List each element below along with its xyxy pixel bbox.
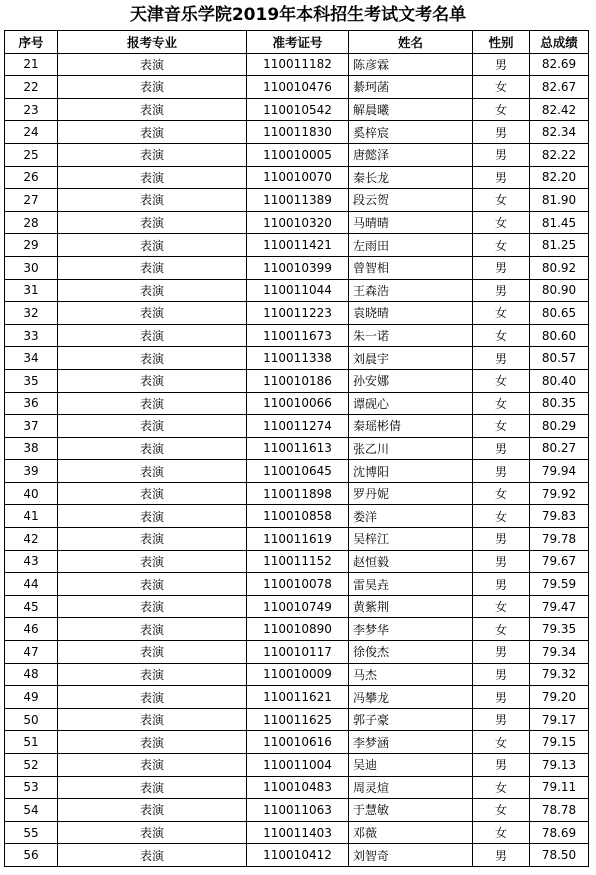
cell-total-score: 79.59: [530, 573, 589, 596]
cell-name: 袁晓晴: [349, 302, 473, 325]
cell-gender: 女: [473, 505, 530, 528]
cell-total-score: 79.83: [530, 505, 589, 528]
cell-exam-id: 110010542: [247, 98, 349, 121]
cell-gender: 男: [473, 663, 530, 686]
table-row: [5, 686, 589, 709]
cell-gender: 男: [473, 528, 530, 551]
cell-name: 邓薇: [349, 821, 473, 844]
cell-total-score: 78.69: [530, 821, 589, 844]
cell-gender: 男: [473, 279, 530, 302]
cell-gender: 男: [473, 347, 530, 370]
cell-exam-id: 110011625: [247, 708, 349, 731]
cell-total-score: 80.57: [530, 347, 589, 370]
header-major: 报考专业: [58, 31, 247, 54]
table-row: [5, 166, 589, 189]
cell-total-score: 79.13: [530, 754, 589, 777]
cell-name: 刘晨宇: [349, 347, 473, 370]
cell-name: 马晴晴: [349, 211, 473, 234]
cell-index: 34: [5, 347, 58, 370]
cell-gender: 女: [473, 189, 530, 212]
cell-major: 表演: [58, 302, 247, 325]
cell-index: 50: [5, 708, 58, 731]
cell-gender: 男: [473, 641, 530, 664]
cell-total-score: 79.17: [530, 708, 589, 731]
cell-index: 48: [5, 663, 58, 686]
cell-gender: 男: [473, 437, 530, 460]
cell-index: 37: [5, 415, 58, 438]
cell-name: 李梦华: [349, 618, 473, 641]
cell-gender: 男: [473, 844, 530, 867]
cell-major: 表演: [58, 189, 247, 212]
cell-index: 41: [5, 505, 58, 528]
cell-major: 表演: [58, 708, 247, 731]
cell-gender: 女: [473, 776, 530, 799]
cell-total-score: 81.25: [530, 234, 589, 257]
cell-index: 35: [5, 369, 58, 392]
table-row: [5, 528, 589, 551]
cell-major: 表演: [58, 324, 247, 347]
cell-index: 25: [5, 143, 58, 166]
cell-index: 49: [5, 686, 58, 709]
cell-total-score: 79.35: [530, 618, 589, 641]
cell-exam-id: 110011338: [247, 347, 349, 370]
cell-index: 38: [5, 437, 58, 460]
cell-exam-id: 110011619: [247, 528, 349, 551]
cell-index: 24: [5, 121, 58, 144]
cell-gender: 男: [473, 754, 530, 777]
cell-index: 29: [5, 234, 58, 257]
cell-major: 表演: [58, 460, 247, 483]
cell-major: 表演: [58, 234, 247, 257]
table-row: [5, 505, 589, 528]
cell-gender: 女: [473, 731, 530, 754]
cell-index: 39: [5, 460, 58, 483]
cell-exam-id: 110011673: [247, 324, 349, 347]
cell-exam-id: 110010399: [247, 256, 349, 279]
cell-major: 表演: [58, 437, 247, 460]
cell-name: 王森浩: [349, 279, 473, 302]
cell-name: 綦珂菡: [349, 76, 473, 99]
cell-exam-id: 110010005: [247, 143, 349, 166]
cell-exam-id: 110011613: [247, 437, 349, 460]
cell-exam-id: 110010117: [247, 641, 349, 664]
cell-gender: 男: [473, 53, 530, 76]
cell-index: 43: [5, 550, 58, 573]
table-row: [5, 618, 589, 641]
cell-major: 表演: [58, 347, 247, 370]
cell-name: 左雨田: [349, 234, 473, 257]
cell-index: 28: [5, 211, 58, 234]
cell-major: 表演: [58, 76, 247, 99]
cell-gender: 女: [473, 98, 530, 121]
cell-total-score: 81.45: [530, 211, 589, 234]
cell-exam-id: 110011152: [247, 550, 349, 573]
cell-gender: 男: [473, 460, 530, 483]
cell-exam-id: 110010890: [247, 618, 349, 641]
cell-name: 徐俊杰: [349, 641, 473, 664]
cell-index: 44: [5, 573, 58, 596]
cell-name: 马杰: [349, 663, 473, 686]
cell-gender: 女: [473, 324, 530, 347]
cell-gender: 女: [473, 618, 530, 641]
cell-name: 娄洋: [349, 505, 473, 528]
table-row: [5, 482, 589, 505]
cell-major: 表演: [58, 528, 247, 551]
cell-major: 表演: [58, 166, 247, 189]
cell-total-score: 82.22: [530, 143, 589, 166]
cell-exam-id: 110010320: [247, 211, 349, 234]
cell-index: 22: [5, 76, 58, 99]
table-row: [5, 234, 589, 257]
cell-index: 46: [5, 618, 58, 641]
cell-total-score: 82.67: [530, 76, 589, 99]
cell-name: 罗丹妮: [349, 482, 473, 505]
cell-name: 赵恒毅: [349, 550, 473, 573]
cell-index: 54: [5, 799, 58, 822]
cell-total-score: 80.40: [530, 369, 589, 392]
cell-total-score: 80.27: [530, 437, 589, 460]
cell-exam-id: 110011274: [247, 415, 349, 438]
table-row: [5, 437, 589, 460]
cell-major: 表演: [58, 754, 247, 777]
table-header-row: [5, 31, 589, 54]
cell-index: 42: [5, 528, 58, 551]
table-row: [5, 369, 589, 392]
cell-total-score: 82.34: [530, 121, 589, 144]
table-row: [5, 708, 589, 731]
cell-index: 45: [5, 595, 58, 618]
cell-gender: 男: [473, 256, 530, 279]
cell-name: 周灵煊: [349, 776, 473, 799]
table-row: [5, 663, 589, 686]
cell-major: 表演: [58, 641, 247, 664]
score-table: [4, 30, 589, 867]
cell-exam-id: 110010616: [247, 731, 349, 754]
cell-index: 31: [5, 279, 58, 302]
cell-total-score: 82.42: [530, 98, 589, 121]
cell-total-score: 82.20: [530, 166, 589, 189]
cell-gender: 女: [473, 392, 530, 415]
cell-gender: 女: [473, 821, 530, 844]
cell-name: 奚梓宸: [349, 121, 473, 144]
cell-major: 表演: [58, 279, 247, 302]
cell-exam-id: 110011389: [247, 189, 349, 212]
cell-name: 雷昊垚: [349, 573, 473, 596]
cell-index: 26: [5, 166, 58, 189]
cell-major: 表演: [58, 686, 247, 709]
cell-total-score: 79.11: [530, 776, 589, 799]
table-row: [5, 641, 589, 664]
cell-exam-id: 110010749: [247, 595, 349, 618]
cell-major: 表演: [58, 595, 247, 618]
cell-major: 表演: [58, 618, 247, 641]
table-row: [5, 121, 589, 144]
cell-gender: 男: [473, 166, 530, 189]
table-row: [5, 844, 589, 867]
cell-major: 表演: [58, 663, 247, 686]
cell-name: 陈彦霖: [349, 53, 473, 76]
cell-major: 表演: [58, 369, 247, 392]
table-row: [5, 189, 589, 212]
cell-total-score: 82.69: [530, 53, 589, 76]
cell-index: 53: [5, 776, 58, 799]
cell-exam-id: 110010009: [247, 663, 349, 686]
header-total-score: 总成绩: [530, 31, 589, 54]
cell-index: 40: [5, 482, 58, 505]
table-row: [5, 392, 589, 415]
cell-name: 吴梓江: [349, 528, 473, 551]
cell-exam-id: 110011830: [247, 121, 349, 144]
cell-exam-id: 110011004: [247, 754, 349, 777]
cell-major: 表演: [58, 776, 247, 799]
cell-name: 秦瑶彬倩: [349, 415, 473, 438]
table-row: [5, 347, 589, 370]
cell-major: 表演: [58, 573, 247, 596]
page-title: 天津音乐学院2019年本科招生考试文考名单: [129, 5, 467, 25]
cell-exam-id: 110011063: [247, 799, 349, 822]
cell-total-score: 78.50: [530, 844, 589, 867]
cell-total-score: 80.92: [530, 256, 589, 279]
cell-total-score: 80.35: [530, 392, 589, 415]
table-row: [5, 211, 589, 234]
header-name: 姓名: [349, 31, 473, 54]
cell-index: 56: [5, 844, 58, 867]
cell-index: 47: [5, 641, 58, 664]
cell-exam-id: 110011421: [247, 234, 349, 257]
table-row: [5, 76, 589, 99]
cell-gender: 女: [473, 799, 530, 822]
cell-index: 51: [5, 731, 58, 754]
cell-name: 于慧敏: [349, 799, 473, 822]
table-row: [5, 302, 589, 325]
cell-exam-id: 110010070: [247, 166, 349, 189]
cell-major: 表演: [58, 821, 247, 844]
cell-total-score: 78.78: [530, 799, 589, 822]
cell-name: 段云贺: [349, 189, 473, 212]
cell-exam-id: 110010078: [247, 573, 349, 596]
table-row: [5, 460, 589, 483]
cell-index: 33: [5, 324, 58, 347]
cell-exam-id: 110011898: [247, 482, 349, 505]
table-row: [5, 821, 589, 844]
cell-major: 表演: [58, 211, 247, 234]
cell-major: 表演: [58, 121, 247, 144]
cell-gender: 女: [473, 234, 530, 257]
cell-exam-id: 110010858: [247, 505, 349, 528]
cell-index: 55: [5, 821, 58, 844]
cell-major: 表演: [58, 415, 247, 438]
cell-total-score: 79.78: [530, 528, 589, 551]
cell-index: 21: [5, 53, 58, 76]
cell-exam-id: 110011403: [247, 821, 349, 844]
cell-gender: 女: [473, 415, 530, 438]
cell-exam-id: 110011044: [247, 279, 349, 302]
table-row: [5, 776, 589, 799]
table-row: [5, 550, 589, 573]
header-index: 序号: [5, 31, 58, 54]
cell-index: 30: [5, 256, 58, 279]
cell-name: 唐懿泽: [349, 143, 473, 166]
table-row: [5, 754, 589, 777]
cell-name: 冯攀龙: [349, 686, 473, 709]
cell-name: 谭砚心: [349, 392, 473, 415]
cell-total-score: 81.90: [530, 189, 589, 212]
cell-major: 表演: [58, 98, 247, 121]
cell-name: 郭子豪: [349, 708, 473, 731]
cell-total-score: 79.94: [530, 460, 589, 483]
cell-gender: 女: [473, 369, 530, 392]
cell-name: 刘智奇: [349, 844, 473, 867]
cell-gender: 女: [473, 302, 530, 325]
table-row: [5, 324, 589, 347]
cell-major: 表演: [58, 482, 247, 505]
table-row: [5, 256, 589, 279]
table-row: [5, 731, 589, 754]
cell-name: 秦长龙: [349, 166, 473, 189]
cell-gender: 男: [473, 573, 530, 596]
cell-gender: 女: [473, 595, 530, 618]
cell-name: 吴迪: [349, 754, 473, 777]
table-row: [5, 415, 589, 438]
cell-gender: 女: [473, 482, 530, 505]
cell-index: 23: [5, 98, 58, 121]
table-row: [5, 573, 589, 596]
cell-gender: 女: [473, 211, 530, 234]
table-row: [5, 143, 589, 166]
cell-major: 表演: [58, 844, 247, 867]
cell-total-score: 80.60: [530, 324, 589, 347]
cell-major: 表演: [58, 256, 247, 279]
cell-gender: 男: [473, 686, 530, 709]
header-gender: 性别: [473, 31, 530, 54]
cell-name: 张乙川: [349, 437, 473, 460]
cell-name: 曾智相: [349, 256, 473, 279]
cell-name: 解晨曦: [349, 98, 473, 121]
cell-exam-id: 110010066: [247, 392, 349, 415]
cell-major: 表演: [58, 731, 247, 754]
table-row: [5, 279, 589, 302]
cell-major: 表演: [58, 799, 247, 822]
cell-total-score: 79.20: [530, 686, 589, 709]
table-row: [5, 53, 589, 76]
table-row: [5, 595, 589, 618]
cell-total-score: 80.65: [530, 302, 589, 325]
cell-exam-id: 110010645: [247, 460, 349, 483]
cell-total-score: 79.34: [530, 641, 589, 664]
cell-index: 32: [5, 302, 58, 325]
cell-index: 36: [5, 392, 58, 415]
cell-major: 表演: [58, 143, 247, 166]
cell-exam-id: 110011621: [247, 686, 349, 709]
cell-major: 表演: [58, 505, 247, 528]
table-row: [5, 98, 589, 121]
cell-total-score: 79.47: [530, 595, 589, 618]
cell-index: 52: [5, 754, 58, 777]
cell-gender: 女: [473, 76, 530, 99]
cell-exam-id: 110010412: [247, 844, 349, 867]
cell-gender: 男: [473, 143, 530, 166]
cell-major: 表演: [58, 550, 247, 573]
cell-name: 孙安娜: [349, 369, 473, 392]
cell-total-score: 80.90: [530, 279, 589, 302]
cell-exam-id: 110011223: [247, 302, 349, 325]
cell-gender: 男: [473, 708, 530, 731]
cell-name: 黄紫荆: [349, 595, 473, 618]
cell-exam-id: 110011182: [247, 53, 349, 76]
cell-name: 沈博阳: [349, 460, 473, 483]
cell-major: 表演: [58, 53, 247, 76]
cell-exam-id: 110010476: [247, 76, 349, 99]
cell-exam-id: 110010186: [247, 369, 349, 392]
cell-gender: 男: [473, 550, 530, 573]
cell-total-score: 79.67: [530, 550, 589, 573]
cell-exam-id: 110010483: [247, 776, 349, 799]
cell-total-score: 79.32: [530, 663, 589, 686]
cell-total-score: 80.29: [530, 415, 589, 438]
cell-name: 李梦涵: [349, 731, 473, 754]
cell-major: 表演: [58, 392, 247, 415]
cell-total-score: 79.15: [530, 731, 589, 754]
header-exam-id: 准考证号: [247, 31, 349, 54]
table-row: [5, 799, 589, 822]
cell-index: 27: [5, 189, 58, 212]
cell-total-score: 79.92: [530, 482, 589, 505]
cell-gender: 男: [473, 121, 530, 144]
cell-name: 朱一诺: [349, 324, 473, 347]
